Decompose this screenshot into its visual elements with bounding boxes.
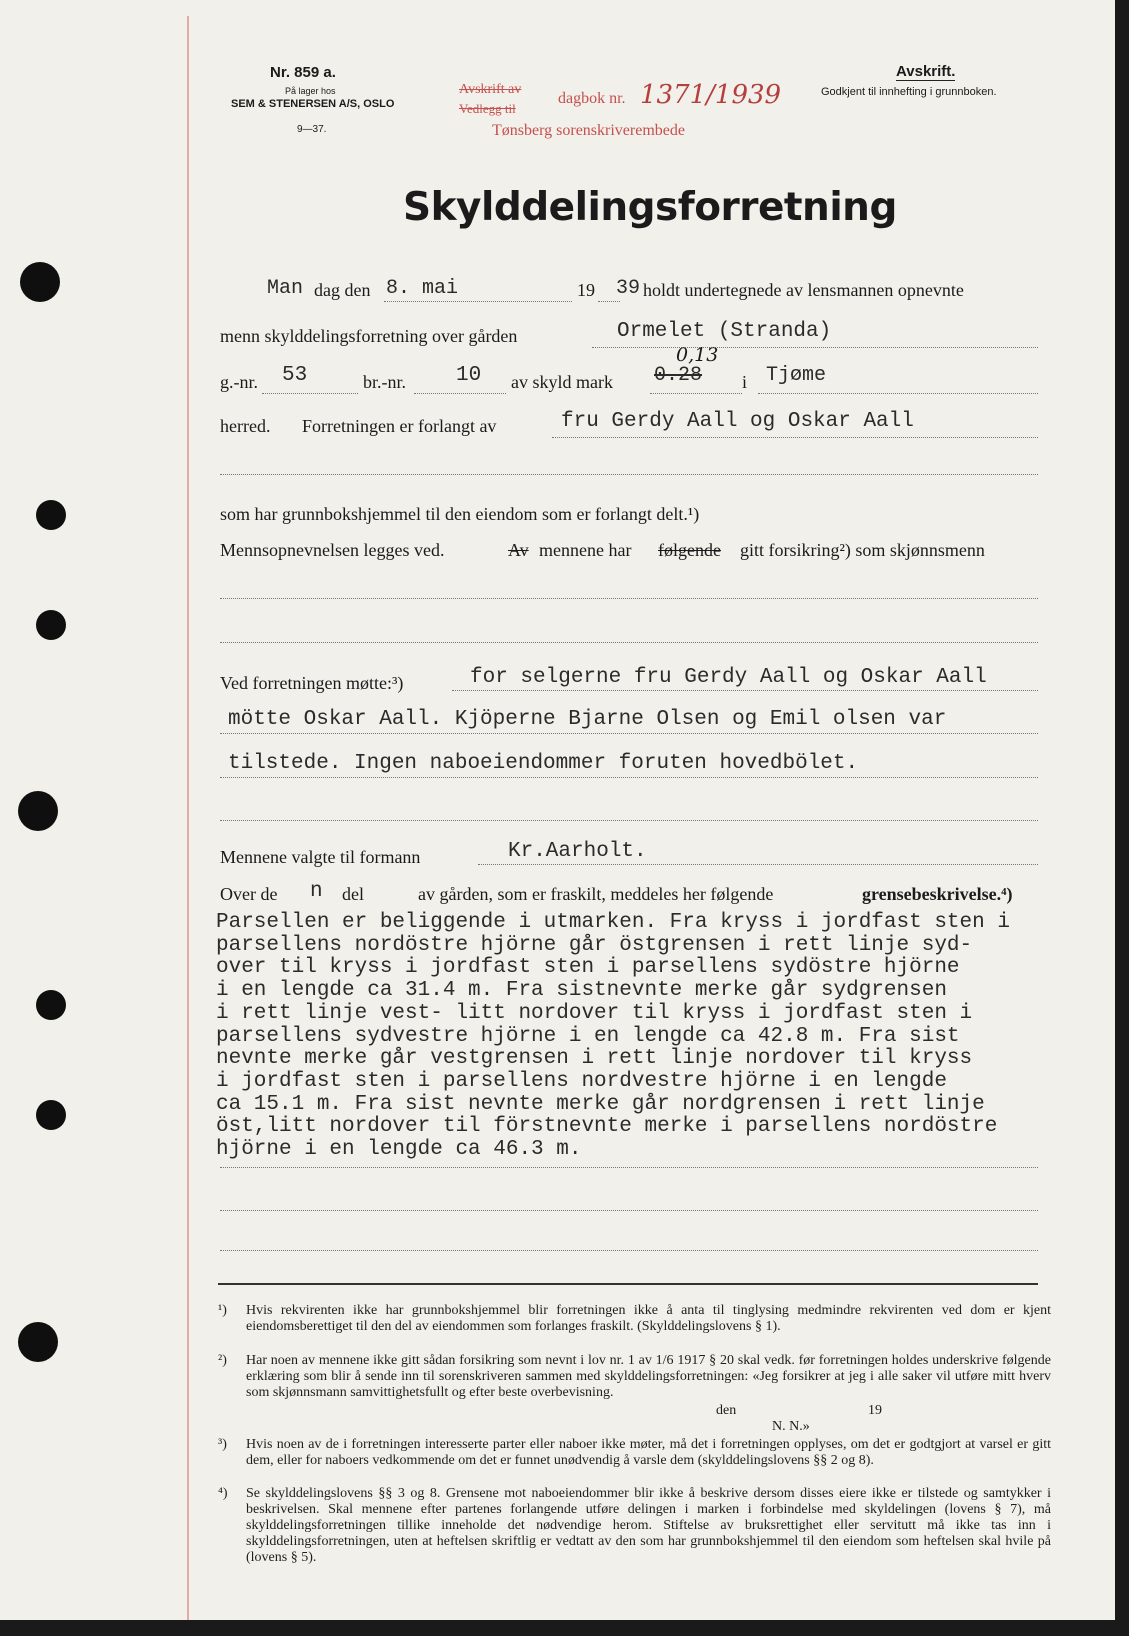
requested-by-value: fru Gerdy Aall og Oskar Aall: [561, 410, 914, 433]
attended-fill-line: [220, 733, 1038, 734]
chairman-fill-line: [478, 864, 1038, 865]
stamp-struck-vedlegg: Vedlegg til: [459, 101, 516, 116]
attended-fill-line: [452, 690, 1038, 691]
punch-hole: [18, 1322, 58, 1362]
weekday-value: Man: [267, 277, 304, 300]
boundary-line: i jordfast sten i parsellens nordvestre hjörne i en lengde: [216, 1069, 947, 1093]
punch-hole: [36, 990, 66, 1020]
margin-rule: [187, 16, 189, 1620]
blank-fill-line: [220, 820, 1038, 821]
blank-fill-line: [220, 642, 1038, 643]
footnote-number: ¹): [218, 1303, 227, 1318]
journal-number: 1371/1939: [640, 80, 782, 110]
chairman-label: Mennene valgte til formann: [220, 847, 421, 867]
blank-fill-line: [220, 1250, 1038, 1251]
boundary-description: [216, 912, 1062, 1162]
form-date: 9—37.: [297, 124, 327, 135]
skyld-fill-line: [650, 393, 742, 394]
attended-line: mötte Oskar Aall. Kjöperne Bjarne Olsen og Emil olsen var: [228, 708, 947, 731]
municipality-fill-line: [758, 393, 1038, 394]
footnote-text: Hvis rekvirenten ikke har grunnbokshjemmel blir forretningen ikke å anta til tinglysing medmindre rekvirenten ved dom er kjent eiendomsberettiget til den del av eiendommen som forlanges fraskilt. (Skylddelingslovens § 1).: [246, 1303, 1051, 1334]
punch-hole: [36, 500, 66, 530]
gnr-fill-line: [262, 393, 358, 394]
footnote-2-signature: N. N.»: [772, 1419, 810, 1434]
oath-struck-av: Av: [508, 540, 529, 560]
oath-part-a: Mennsopnevnelsen legges ved.: [220, 540, 445, 560]
boundary-line: parsellens nordöstre hjörne går östgrensen i rett linje syd-: [216, 933, 973, 957]
oath-struck-folgende: følgende: [658, 540, 721, 560]
herred-label: herred.: [220, 416, 271, 436]
requested-label: Forretningen er forlangt av: [302, 416, 497, 436]
boundary-heading: grensebeskrivelse.⁴): [862, 884, 1013, 904]
oath-part-e: gitt forsikring²) som skjønnsmenn: [740, 540, 985, 560]
attended-line: tilstede. Ingen naboeiendommer foruten hovedbölet.: [228, 752, 859, 775]
boundary-line: i rett linje vest- litt nordover til kryss i jordfast sten i: [216, 1001, 973, 1025]
blank-fill-line: [220, 598, 1038, 599]
farm-fill-line: [592, 347, 1038, 348]
boundary-line: parsellens sydvestre hjörne i en lengde ca 42.8 m. Fra sist: [216, 1024, 960, 1048]
del-label: del: [342, 884, 364, 904]
avskrift-title: Avskrift.: [896, 63, 956, 80]
punch-hole: [18, 791, 58, 831]
boundary-intro: av gården, som er fraskilt, meddeles her følgende: [418, 884, 774, 904]
bnr-label: br.-nr.: [363, 372, 406, 392]
attended-line: for selgerne fru Gerdy Aall og Oskar Aall: [470, 666, 987, 689]
publisher-line: På lager hos: [285, 86, 336, 96]
farm-value: Ormelet (Stranda): [617, 320, 832, 343]
punch-hole: [36, 1100, 66, 1130]
footnote-number: ²): [218, 1353, 227, 1368]
bnr-fill-line: [414, 393, 506, 394]
line1-text: holdt undertegnede av lensmannen opnevnte: [643, 280, 964, 300]
footnote-2-year: 19: [868, 1403, 882, 1418]
skyld-struck-value: 0.28: [654, 364, 703, 387]
date-value: 8. mai: [386, 277, 459, 300]
year-prefix: 19: [577, 280, 595, 300]
document-title: Skylddelingsforretning: [403, 185, 897, 230]
gnr-value: 53: [282, 364, 308, 387]
grunnbok-statement: som har grunnbokshjemmel til den eiendom som er forlangt delt.¹): [220, 504, 700, 524]
form-number: Nr. 859 a.: [270, 64, 336, 81]
blank-fill-line: [220, 1210, 1038, 1211]
avskrift-note: Godkjent til innhefting i grunnboken.: [821, 86, 997, 98]
over-de-label: Over de: [220, 884, 278, 904]
boundary-line: i en lengde ca 31.4 m. Fra sistnevnte merke går sydgrensen: [216, 979, 947, 1003]
boundary-line: hjörne i en lengde ca 46.3 m.: [216, 1138, 582, 1162]
attended-label: Ved forretningen møtte:³): [220, 673, 404, 693]
footnote-number: ⁴): [218, 1486, 228, 1501]
stamp-office: Tønsberg sorenskriverembede: [492, 122, 685, 139]
footnote-number: ³): [218, 1437, 227, 1452]
farm-label: menn skylddelingsforretning over gården: [220, 326, 518, 346]
date-fill-line: [384, 301, 572, 302]
boundary-line: nevnte merke går vestgrensen i rett linje nordover til kryss: [216, 1047, 973, 1071]
footnote-text: Se skylddelingslovens §§ 3 og 8. Grensene mot naboeiendommer blir ikke å beskrive dersom disses eiere ikke er tilstede og samtykker i beskrivelsen. Skal mennene efter partenes forlangende utføre delingen i marken i forbindelse med skyldelingen (lovens § 7), må skylddelingsforretningen tillike inneholde det nødvendige herom. Stiftelse av bruksrettighet eller servitutt må ikke tas inn i skylddelingsforretningen, uten at heftelsen skriftlig er vedtatt av den som har grunnbokshjemmel til den eiendom som heftelsen skal hvile på (lovens § 5).: [246, 1486, 1051, 1565]
boundary-line: ca 15.1 m. Fra sist nevnte merke går nordgrensen i rett linje: [216, 1092, 985, 1116]
boundary-line: Parsellen er beliggende i utmarken. Fra kryss i jordfast sten i: [216, 911, 1010, 934]
bnr-value: 10: [456, 364, 482, 387]
skyld-label: av skyld mark: [511, 372, 613, 392]
municipality-prefix: i: [742, 372, 748, 392]
blank-fill-line: [220, 474, 1038, 475]
blank-fill-line: [220, 1167, 1038, 1168]
stamp-dagbok-label: dagbok nr.: [558, 90, 626, 107]
boundary-line: over til kryss i jordfast sten i parsellens sydöstre hjörne: [216, 956, 960, 980]
chairman-value: Kr.Aarholt.: [508, 840, 647, 863]
publisher-name: SEM & STENERSEN A/S, OSLO: [231, 98, 395, 110]
year-fill-line: [598, 301, 620, 302]
footnote-2-den: den: [716, 1403, 737, 1418]
date-label: dag den: [314, 280, 371, 300]
gnr-label: g.-nr.: [220, 372, 258, 392]
stamp-struck-avskrift: Avskrift av: [459, 82, 522, 97]
requested-fill-line: [552, 437, 1038, 438]
part-value: n: [310, 880, 323, 903]
punch-hole: [36, 610, 66, 640]
attended-fill-line: [220, 777, 1038, 778]
oath-part-c: mennene har: [539, 540, 632, 560]
footnote-text: Hvis noen av de i forretningen interesserte parter eller naboer ikke møter, må det i forretningen opplyses, om det er godtgjort at varsel er gitt dem, eller for naboers vedkommende om det er funnet unødvendig å varsle dem (skylddelingslovens §§ 2 og 8).: [246, 1437, 1051, 1468]
punch-hole: [20, 262, 60, 302]
municipality-value: Tjøme: [766, 364, 827, 387]
year-value: 39: [616, 277, 641, 300]
skyld-handwritten-value: 0,13: [676, 344, 719, 366]
boundary-line: öst,litt nordover til förstnevnte merke i parsellens nordöstre: [216, 1115, 998, 1139]
footnote-separator: [218, 1283, 1038, 1285]
footnote-text: Har noen av mennene ikke gitt sådan forsikring som nevnt i lov nr. 1 av 1/6 1917 § 20 skal vedk. før forretningen holdes underskrive følgende erklæring som blir å sende inn til sorenskriveren sammen med skylddelingsforretningen: «Jeg forsikrer at jeg i alle saker vil utføre mitt hverv som skjønnsmann samvittighetsfullt og efter beste overbevisning.: [246, 1353, 1051, 1400]
